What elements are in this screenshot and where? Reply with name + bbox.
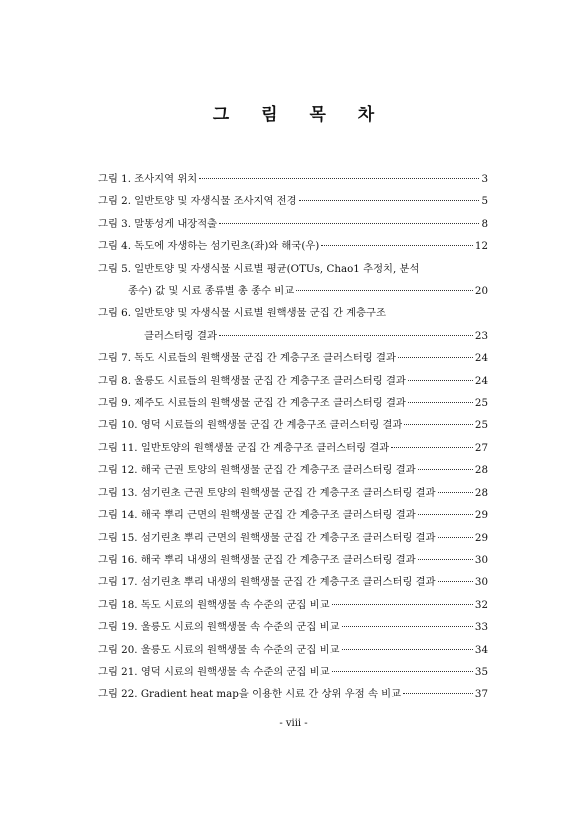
toc-entry-text: 그림 1. 조사지역 위치 <box>98 173 198 185</box>
leader-dots <box>296 290 473 291</box>
toc-entry-continuation: 클러스터링 결과 <box>144 329 217 342</box>
leader-dots <box>398 357 473 358</box>
toc-entry[interactable] <box>98 258 488 303</box>
toc-entry[interactable] <box>98 213 488 235</box>
toc-entry-text: 그림 18. 독도 시료의 원핵생물 속 수준의 군집 비교 <box>98 598 330 611</box>
toc-entry-text: 그림 13. 섬기린초 근권 토양의 원핵생물 군집 간 계층구조 클러스터링 결과 <box>98 486 436 499</box>
toc-entry[interactable] <box>98 168 488 190</box>
toc-entry[interactable] <box>98 594 488 616</box>
toc-entry-text: 그림 19. 울릉도 시료의 원핵생물 속 수준의 군집 비교 <box>98 621 340 634</box>
toc-entry[interactable] <box>98 392 488 414</box>
toc-entry-page: 29 <box>474 509 488 522</box>
leader-dots <box>342 626 473 627</box>
toc-entry[interactable] <box>98 190 488 212</box>
toc-entry-text: 그림 14. 해국 뿌리 근면의 원핵생물 군집 간 계층구조 클러스터링 결과 <box>98 509 416 522</box>
toc-entry[interactable] <box>98 661 488 683</box>
toc-entry-text: 그림 22. Gradient heat map을 이용한 시료 간 상위 우점 속 비교 <box>98 688 402 701</box>
toc-entry[interactable] <box>98 571 488 593</box>
toc-entry-page: 27 <box>474 441 488 454</box>
leader-dots <box>418 469 473 470</box>
toc-entry-text: 그림 17. 섬기린초 뿌리 내생의 원핵생물 군집 간 계층구조 클러스터링 결과 <box>98 576 436 589</box>
toc-entry-text: 그림 2. 일반토양 및 자생식물 조사지역 전경 <box>98 195 297 208</box>
leader-dots <box>219 335 473 336</box>
toc-entry-page: 30 <box>474 553 488 566</box>
toc-entry-text: 그림 5. 일반토양 및 자생식물 시료별 평균(OTUs, Chao1 추정치, 분석 <box>98 262 420 275</box>
leader-dots <box>404 424 472 425</box>
toc-entry[interactable] <box>98 437 488 459</box>
toc-entry-text: 그림 6. 일반토양 및 자생식물 시료별 원핵생물 군집 간 계층구조 <box>98 307 386 320</box>
toc-entry-text: 그림 3. 말똥성게 내장적출 <box>98 217 218 230</box>
toc-entry-page: 5 <box>481 195 488 208</box>
toc-entry-text: 그림 8. 울릉도 시료들의 원핵생물 군집 간 계층구조 클러스터링 결과 <box>98 374 406 387</box>
toc-entry-continuation: 종수) 값 및 시료 종류별 총 종수 비교 <box>128 285 295 298</box>
toc-entry[interactable] <box>98 302 488 347</box>
leader-dots <box>332 604 473 605</box>
toc-entry[interactable] <box>98 683 488 705</box>
toc-entry-text: 그림 20. 울릉도 시료의 원핵생물 속 수준의 군집 비교 <box>98 643 340 656</box>
toc-entry-text: 그림 11. 일반토양의 원핵생물 군집 간 계층구조 클러스터링 결과 <box>98 441 390 454</box>
toc-entry-page: 30 <box>474 576 488 589</box>
toc-entry[interactable] <box>98 347 488 369</box>
toc-entry[interactable] <box>98 235 488 257</box>
toc-entry-page: 20 <box>474 285 488 298</box>
figure-list <box>98 168 488 706</box>
toc-entry-text: 그림 7. 독도 시료들의 원핵생물 군집 간 계층구조 클러스터링 결과 <box>98 352 396 365</box>
toc-entry[interactable] <box>98 639 488 661</box>
leader-dots <box>418 514 473 515</box>
toc-entry[interactable] <box>98 549 488 571</box>
leader-dots <box>332 671 473 672</box>
leader-dots <box>219 223 479 224</box>
leader-dots <box>418 559 473 560</box>
toc-entry-page: 23 <box>474 329 488 342</box>
toc-entry-page: 3 <box>481 173 488 185</box>
leader-dots <box>438 581 473 582</box>
toc-entry[interactable] <box>98 527 488 549</box>
leader-dots <box>438 537 473 538</box>
toc-entry-text: 그림 16. 해국 뿌리 내생의 원핵생물 군집 간 계층구조 클러스터링 결과 <box>98 553 416 566</box>
toc-entry-text: 그림 10. 영덕 시료들의 원핵생물 군집 간 계층구조 클러스터링 결과 <box>98 419 403 432</box>
toc-entry-page: 35 <box>474 665 488 678</box>
toc-entry-text: 그림 12. 해국 근권 토양의 원핵생물 군집 간 계층구조 클러스터링 결과 <box>98 464 416 477</box>
toc-entry-text: 그림 9. 제주도 시료들의 원핵생물 군집 간 계층구조 클러스터링 결과 <box>98 397 406 410</box>
toc-entry-page: 28 <box>474 464 488 477</box>
toc-entry[interactable] <box>98 370 488 392</box>
leader-dots <box>408 402 473 403</box>
toc-entry-text: 그림 15. 섬기린초 뿌리 근면의 원핵생물 군집 간 계층구조 클러스터링 결과 <box>98 531 436 544</box>
leader-dots <box>299 200 480 201</box>
leader-dots <box>403 693 473 694</box>
toc-entry[interactable] <box>98 504 488 526</box>
toc-entry-page: 24 <box>474 374 488 387</box>
toc-entry-page: 37 <box>474 688 488 701</box>
toc-entry-page: 28 <box>474 486 488 499</box>
leader-dots <box>321 245 473 246</box>
toc-entry-page: 34 <box>474 643 488 656</box>
toc-entry[interactable] <box>98 616 488 638</box>
leader-dots <box>408 380 473 381</box>
toc-entry[interactable] <box>98 414 488 436</box>
toc-entry-text: 그림 4. 독도에 자생하는 섬기린초(좌)와 해국(우) <box>98 240 320 253</box>
leader-dots <box>391 447 473 448</box>
toc-entry[interactable] <box>98 482 488 504</box>
toc-entry-page: 29 <box>474 531 488 544</box>
page-number: - viii - <box>279 718 308 729</box>
toc-entry-page: 8 <box>481 217 488 230</box>
toc-entry-page: 25 <box>474 419 488 432</box>
toc-entry-page: 25 <box>474 397 488 410</box>
toc-entry-page: 24 <box>474 352 488 365</box>
page-title: 그 림 목 차 <box>212 105 388 125</box>
toc-entry-page: 12 <box>474 240 488 253</box>
toc-entry-page: 33 <box>474 621 488 634</box>
toc-entry-page: 32 <box>474 598 488 611</box>
leader-dots <box>342 649 473 650</box>
toc-entry-text: 그림 21. 영덕 시료의 원핵생물 속 수준의 군집 비교 <box>98 665 330 678</box>
leader-dots <box>199 178 479 179</box>
leader-dots <box>438 492 473 493</box>
toc-entry[interactable] <box>98 459 488 481</box>
